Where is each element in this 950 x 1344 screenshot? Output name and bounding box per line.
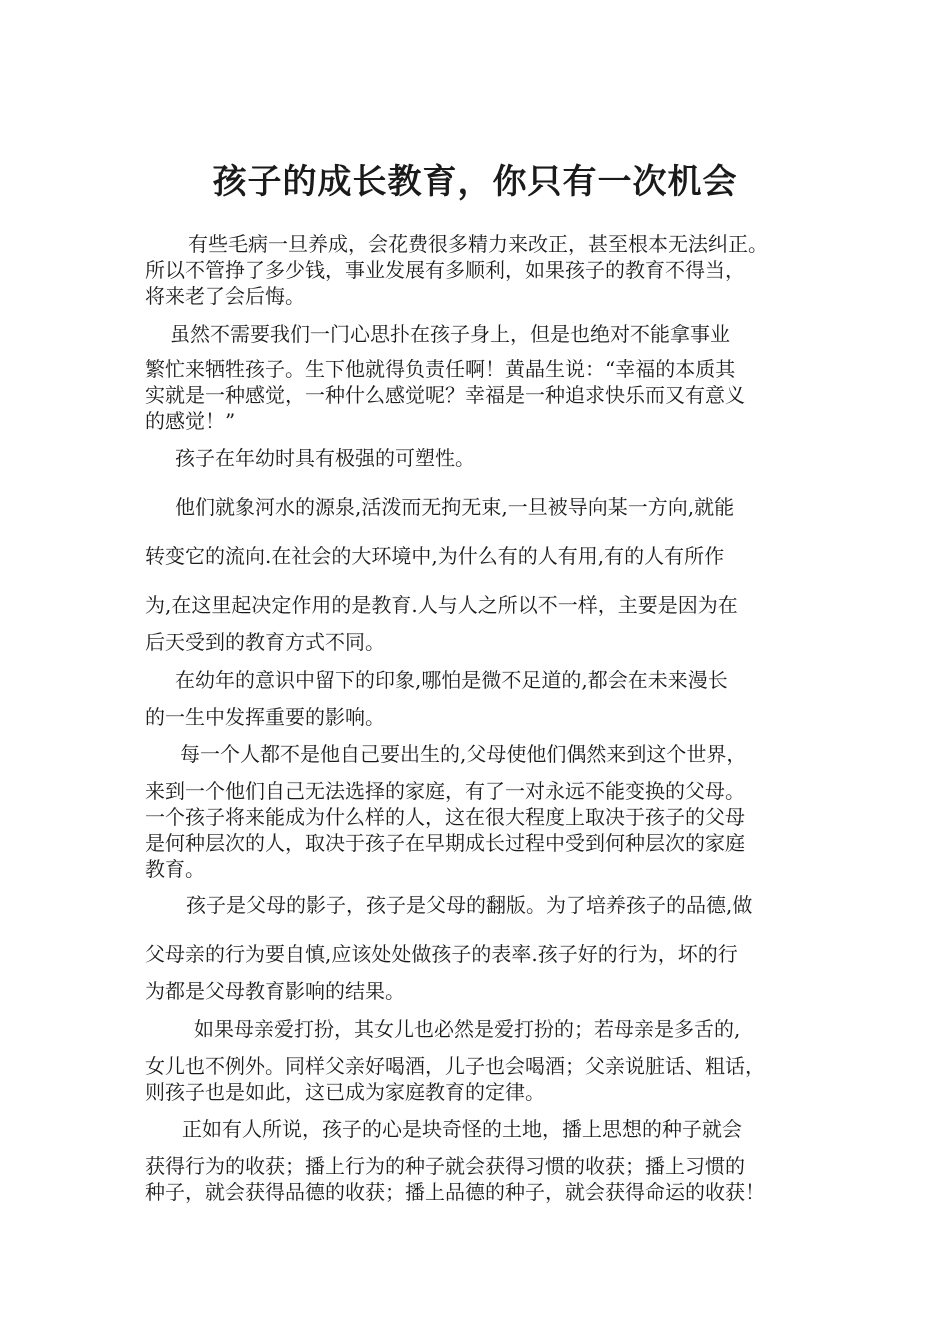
- text-line: 为,在这里起决定作用的是教育.人与人之所以不一样，主要是因为在: [145, 593, 738, 617]
- text-line: 每一个人都不是他自己要出生的,父母使他们偶然来到这个世界，: [180, 742, 747, 766]
- text-line: 孩子在年幼时具有极强的可塑性。: [175, 446, 475, 470]
- text-line: 教育。: [145, 857, 205, 881]
- text-line: 如果母亲爱打扮，其女儿也必然是爱打扮的；若母亲是多舌的,: [194, 1017, 741, 1041]
- text-line: 父母亲的行为要自慎,应该处处做孩子的表率.孩子好的行为，坏的行: [145, 942, 738, 966]
- text-line: 后天受到的教育方式不同。: [145, 630, 385, 654]
- text-line: 为都是父母教育影响的结果。: [145, 979, 405, 1003]
- text-line: 转变它的流向.在社会的大环境中,为什么有的人有用,有的人有所作: [145, 544, 725, 568]
- text-line: 所以不管挣了多少钱，事业发展有多顺利，如果孩子的教育不得当，: [145, 258, 745, 282]
- text-line: 在幼年的意识中留下的印象,哪怕是微不足道的,都会在未来漫长: [175, 668, 728, 692]
- text-line: 将来老了会后悔。: [145, 284, 305, 308]
- text-line: 是何种层次的人，取决于孩子在早期成长过程中受到何种层次的家庭: [145, 831, 745, 855]
- text-line: 女儿也不例外。同样父亲好喝酒，儿子也会喝酒；父亲说脏话、粗话，: [145, 1054, 765, 1078]
- text-line: 的感觉！”: [145, 409, 236, 433]
- text-line: 孩子是父母的影子，孩子是父母的翻版。为了培养孩子的品德,做: [186, 893, 753, 917]
- text-line: 来到一个他们自己无法选择的家庭，有了一对永远不能变换的父母。: [145, 779, 745, 803]
- text-line: 一个孩子将来能成为什么样的人，这在很大程度上取决于孩子的父母: [145, 805, 745, 829]
- text-line: 实就是一种感觉，一种什么感觉呢？幸福是一种追求快乐而又有意义: [145, 383, 745, 407]
- text-line: 他们就象河水的源泉,活泼而无拘无束,一旦被导向某一方向,就能: [175, 495, 735, 519]
- text-line: 的一生中发挥重要的影响。: [145, 705, 385, 729]
- text-line: 种子，就会获得品德的收获；播上品德的种子，就会获得命运的收获！: [145, 1180, 765, 1204]
- text-line: 正如有人所说，孩子的心是块奇怪的土地，播上思想的种子就会: [182, 1117, 742, 1141]
- document-title: 孩子的成长教育，你只有一次机会: [212, 162, 738, 202]
- text-line: 虽然不需要我们一门心思扑在孩子身上，但是也绝对不能拿事业: [170, 322, 730, 346]
- text-line: 获得行为的收获；播上行为的种子就会获得习惯的收获；播上习惯的: [145, 1154, 745, 1178]
- text-line: 有些毛病一旦养成，会花费很多精力来改正，甚至根本无法纠正。: [188, 232, 768, 256]
- text-line: 繁忙来牺牲孩子。生下他就得负责任啊！黄晶生说：“幸福的本质其: [145, 357, 736, 381]
- text-line: 则孩子也是如此，这已成为家庭教育的定律。: [145, 1080, 545, 1104]
